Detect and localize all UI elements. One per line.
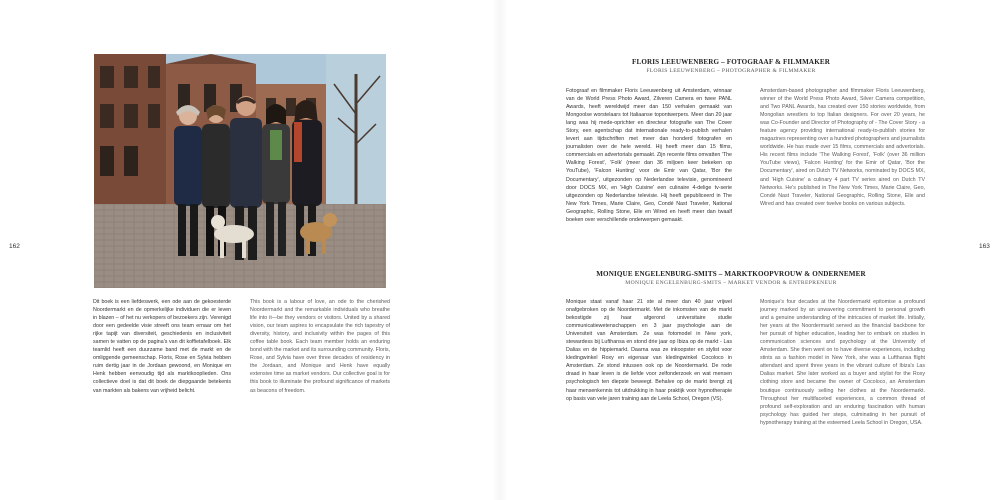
floris-bio-dutch <box>566 87 732 247</box>
monique-heading <box>566 270 896 286</box>
intro-text-english <box>250 298 390 428</box>
monique-title: MONIQUE ENGELENBURG-SMITS – MARKTKOOPVROUW & ONDERNEMER <box>596 270 866 278</box>
group-portrait-photo <box>94 54 386 288</box>
monique-paragraph-english: Monique's four decades at the Noordermarkt epitomise a profound journey marked by an unwavering commitment to personal growth and a genuine understanding of the intricacies of market life. Initially, her years at the Noordermarkt served as the financial backbone for her pursuit of higher education, leading her to embark on studies in communication sciences and psychology at the University of Amsterdam. She then went on to have diverse experiences, including stints as a fashion model in New York, she was a Lufthansa flight attendant and spent three years in the vibrant culture of Ibiza's Las Dalias market. She later worked as a buyer and stylist for the Roxy clothing store and became the owner of Cocoloco, an Amsterdam boutique continuously selling her clothes at the Noordermarkt. Throughout her multifaceted experiences, a common thread of profound self-exploration and an enduring fascination with human psychology has guided her steps, culminating in her pursuit of hypnotherapy training at the esteemed Leela School in Oregon, USA. <box>760 299 925 426</box>
monique-bio-dutch <box>566 298 732 448</box>
intro-paragraph-english: This book is a labour of love, an ode to the cherished Noordermarkt and the remarkable individuals who breathe life into it—be they vendors or visitors. United by a shared vision, our team aspires to encapsulate the rich tapestry of diversity, history, and inclusivity within the pages of this coffee table book. Each team member holds an enduring bond with the market and its surrounding community. Floris, Rose, and Sylvia have over three decades of residency in the Jordaan, and Monique and Henk have equally extensive time as market vendors. Our collective goal is for this book to illuminate the profound significance of markets as beacons of freedom. <box>250 299 390 394</box>
monique-bio-english <box>760 298 925 448</box>
floris-paragraph-english: Amsterdam-based photographer and filmmaker Floris Leeuwenberg, winner of the World Press Photo Award, Silver Camera competition, and Two PANL Awards, has created over 150 stories worldwide, from Mongolian wrestlers to top Italian designers. For over 20 years, he was Co-Founder and Director of Photography of - The Cover Story - a feature agency providing international ready-to-publish stories for magazines representing over a hundred photographers and journalists worldwide. He has made over 15 films, commercials and advertorials. His recent films include 'The Walking Forest', 'Folk' (over 36 million YouTube views), 'Falcon Hunting' for the Emir of Qatar, 'Bor the Documentary', aired on Dutch TV Networks, nominated by DOCS MX, and 'High Cuisine' a culinary 4 part TV series aired on Dutch TV Networks. He's published in The New York Times, Marie Claire, Geo, Condé Nast Traveler, National Geographic, Rolling Stone, Elle and Wired and has created over twelve books on various subjects. <box>760 88 925 207</box>
floris-bio-english <box>760 87 925 227</box>
floris-heading <box>566 58 896 74</box>
page-gutter <box>492 0 508 500</box>
floris-subtitle: FLORIS LEEUWENBERG – PHOTOGRAPHER & FILMMAKER <box>646 68 816 74</box>
page-number-left: 162 <box>9 243 20 250</box>
monique-paragraph-dutch: Monique staat vanaf haar 21 ste al meer dan 40 jaar vrijwel onafgebroken op de Noordermarkt. Met de inkomsten van de markt bekostigde zij haar afgerond universitaire studie communicatiewetenschappen en 3 jaar psychologie aan de Universiteit van Amsterdam. Ze was fotomodel in New york, stewardess bij Lufthansa en stond drie jaar op Ibiza op de markt - Las Dalias en de hippiemarkt. Daarna was ze inkoopster en stylist voor kledingwinkel Roxy en eigenaar van kledingwinkel Cocoloco in Amsterdam. Ze stond intussen ook op de Noordermarkt. De rode draad in haar leven is de liefde voor zelfonderzoek en wat mensen psychologisch ten diepste beweegt. Behalve op de markt brengt zij haar mensenkennis tot uitdrukking in haar praktijk voor hypnotherapie op basis van vele jaren training aan de Leela School, Oregon (VS). <box>566 299 732 402</box>
floris-paragraph-dutch: Fotograaf en filmmaker Floris Leeuwenberg uit Amsterdam, winnaar van de World Press Photo Award, Zilveren Camera en twee PANL Awards, heeft wereldwijd meer dan 150 verhalen gemaakt van Mongoolse worstelaars tot Italiaanse topontwerpers. Meer dan 20 jaar lang was hij mede-oprichter en directeur fotografie van The Cover Story, een agentschap dat internationale ready-to-publish verhalen levert aan tijdschriften met meer dan honderd fotografen en journalisten over de hele wereld. Hij heeft meer dan 15 films, commercials en advertorials gemaakt. Zijn recente films omvatten 'The Walking Forest', 'Folk' (meer dan 36 miljoen keer bekeken op YouTube), 'Falcon Hunting' voor de Emir van Qatar, 'Bor the Documentary', uitgezonden op Nederlandse televisie, genomineerd door DOCS MX, en 'High Cuisine' een culinaire 4-delige tv-serie uitgezonden op Nederlandse televisie. Hij heeft gepubliceerd in The New York Times, Marie Claire, Geo, Condé Nast Traveler, National Geographic, Rolling Stone, Elle en Wired en heeft meer dan twaalf boeken over verschillende onderwerpen gemaakt. <box>566 88 732 223</box>
monique-subtitle: MONIQUE ENGELENBURG-SMITS – MARKET VENDOR & ENTREPRENEUR <box>625 280 837 286</box>
intro-text-dutch <box>93 298 231 428</box>
floris-title: FLORIS LEEUWENBERG – FOTOGRAAF & FILMMAKER <box>631 58 831 66</box>
intro-paragraph-dutch: Dit boek is een liefdeswerk, een ode aan de gekoesterde Noordermarkt en de opmerkelijke individuen die er leven in blazen – of het nu verkopers of bezoekers zijn. Verenigd door een gedeelde visie streeft ons team ernaar om het rijke tapijt van diversiteit, geschiedenis en inclusiviteit samen te vatten op de pagina's van dit koffietafelboek. Elk teamlid heeft een duurzame band met de markt en de omliggende gemeenschap. Floris, Rose en Sylvia hebben ruim dertig jaar in de Jordaan gewoond, en Monique en Henk hebben eenvoudig tijd als marktkooplieden. Ons collectieve doel is dat dit boek de diepgaande betekenis van markten als bakens van vrijheid belicht. <box>93 299 231 394</box>
page-number-right: 163 <box>979 243 990 250</box>
